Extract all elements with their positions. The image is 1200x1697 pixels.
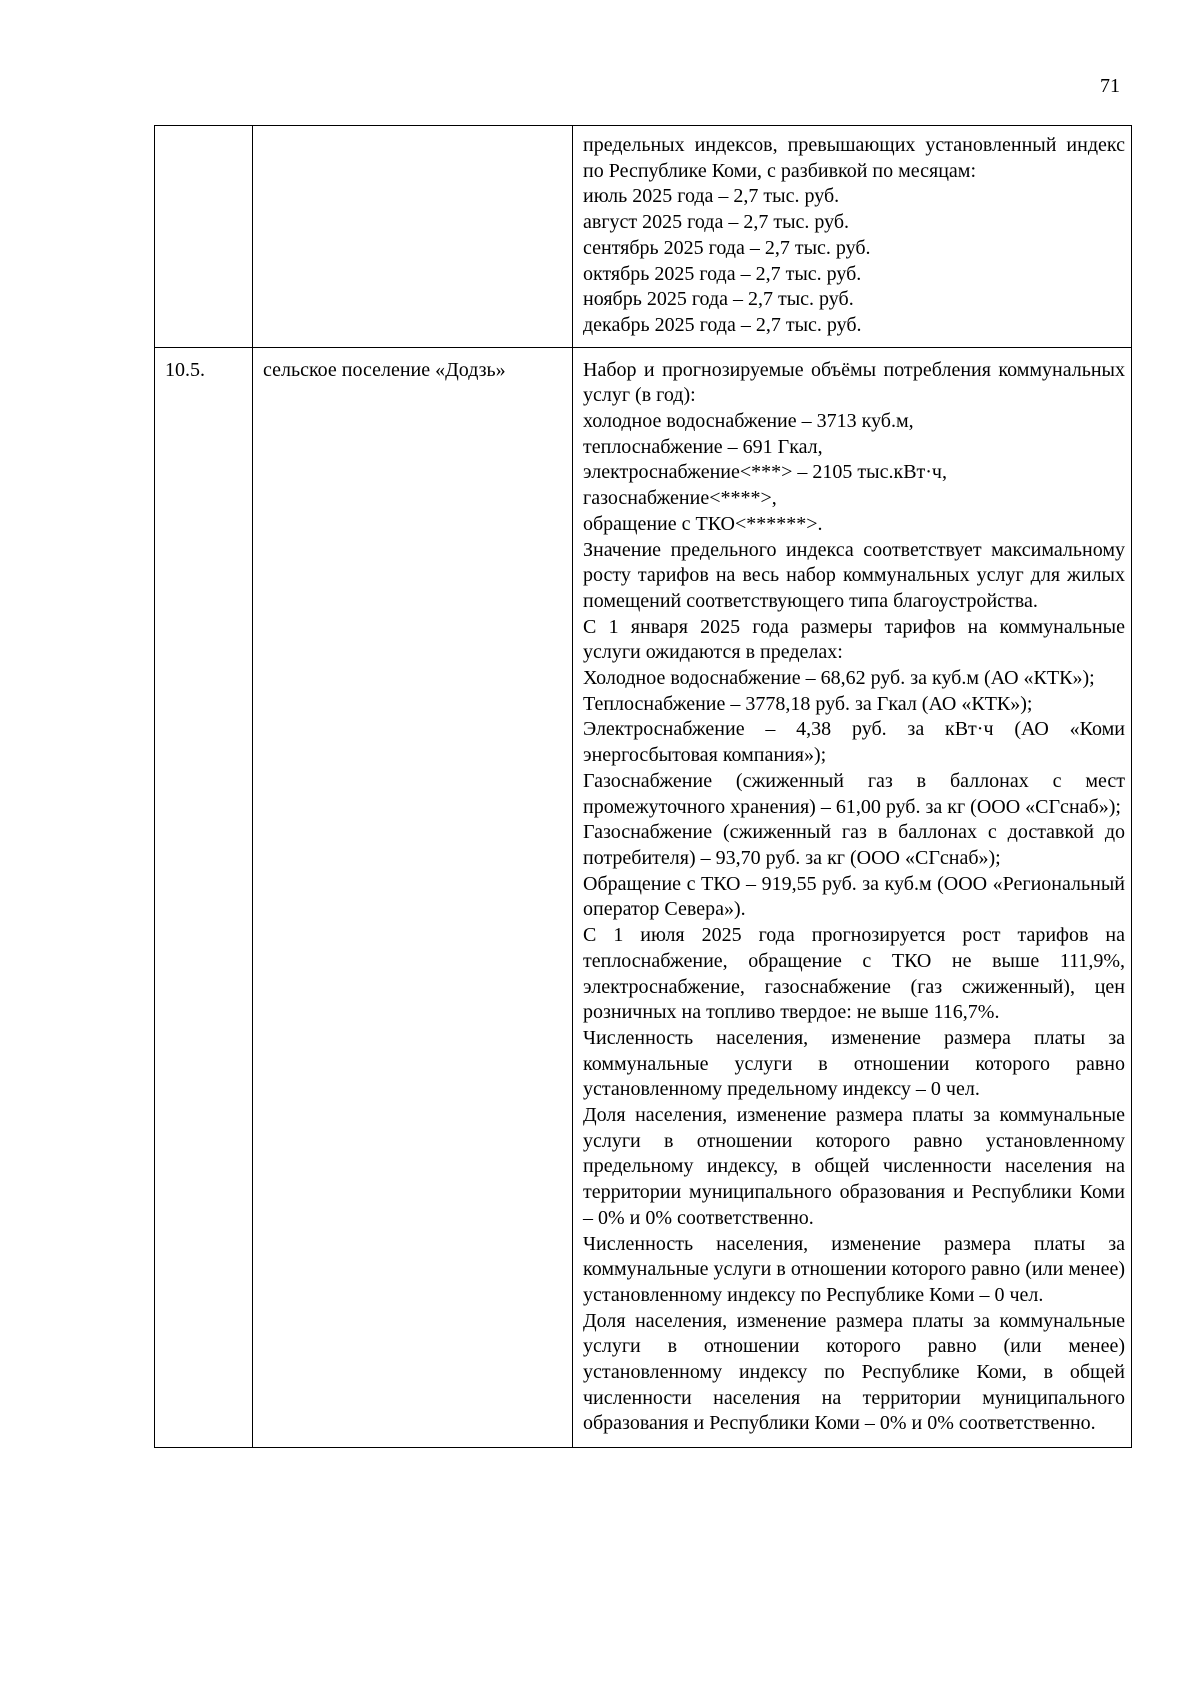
paragraph: Холодное водоснабжение – 68,62 руб. за куб.м (АО «КТК»); (583, 667, 1095, 690)
month-line: октябрь 2025 года – 2,7 тыс. руб. (583, 262, 862, 285)
table-row (155, 347, 1132, 1448)
paragraph: Доля населения, изменение размера платы за коммунальные услуги в отношении которого равно (или менее) установленному индексу по Республике Коми, в общей численности населения на территории муниципального образования и Республики Коми – 0% и 0% соответственно. (583, 1309, 1125, 1435)
tariff-table (154, 125, 1132, 1448)
paragraph: обращение с ТКО<******>. (583, 512, 823, 535)
month-line: сентябрь 2025 года – 2,7 тыс. руб. (583, 236, 871, 259)
paragraph: Газоснабжение (сжиженный газ в баллонах с доставкой до потребителя) – 93,70 руб. за кг (ООО «СГснаб»); (583, 821, 1125, 869)
month-line: ноябрь 2025 года – 2,7 тыс. руб. (583, 288, 854, 311)
page-number: 71 (1100, 75, 1120, 97)
paragraph: С 1 января 2025 года размеры тарифов на коммунальные услуги ожидаются в пределах: (583, 615, 1125, 664)
paragraph: Теплоснабжение – 3778,18 руб. за Гкал (АО «КТК»); (583, 692, 1033, 715)
row-number-cell (155, 126, 253, 348)
settlement-name-cell: сельское поселение «Додзь» (253, 347, 573, 1448)
paragraph: теплоснабжение – 691 Гкал, (583, 435, 823, 458)
table-row (155, 126, 1132, 348)
paragraph: Газоснабжение (сжиженный газ в баллонах с мест промежуточного хранения) – 61,00 руб. за кг (ООО «СГснаб»); (583, 769, 1125, 818)
paragraph: газоснабжение<****>, (583, 487, 777, 510)
month-line: декабрь 2025 года – 2,7 тыс. руб. (583, 313, 862, 336)
paragraph: Обращение с ТКО – 919,55 руб. за куб.м (ООО «Региональный оператор Севера»). (583, 872, 1125, 921)
paragraph: Значение предельного индекса соответствует максимальному росту тарифов на весь набор коммунальных услуг для жилых помещений соответствующего типа благоустройства. (583, 538, 1125, 612)
paragraph: Набор и прогнозируемые объёмы потребления коммунальных услуг (в год): (583, 358, 1125, 407)
month-line: август 2025 года – 2,7 тыс. руб. (583, 211, 850, 234)
description-cell (573, 347, 1132, 1448)
month-line: июль 2025 года – 2,7 тыс. руб. (583, 185, 840, 208)
settlement-name-cell (253, 126, 573, 348)
paragraph: предельных индексов, превышающих установленный индекс по Республике Коми, с разбивкой по месяцам: (583, 134, 1125, 182)
paragraph: холодное водоснабжение – 3713 куб.м, (583, 410, 914, 433)
paragraph: Численность населения, изменение размера платы за коммунальные услуги в отношении которого равно установленному предельному индексу – 0 чел. (583, 1026, 1125, 1101)
description-cell (573, 126, 1132, 348)
paragraph: Электроснабжение – 4,38 руб. за кВт·ч (АО «Коми энергосбытовая компания»); (583, 718, 1125, 767)
paragraph: электроснабжение<***> – 2105 тыс.кВт·ч, (583, 461, 947, 484)
paragraph: Численность населения, изменение размера платы за коммунальные услуги в отношении которого равно (или менее) установленному индексу по Республике Коми – 0 чел. (583, 1232, 1125, 1306)
paragraph: С 1 июля 2025 года прогнозируется рост тарифов на теплоснабжение, обращение с ТКО не выше 111,9%, электроснабжение, газоснабжение (газ сжиженный), цен розничных на топливо твердое: не выше 116,7%. (583, 924, 1125, 1024)
row-number-cell: 10.5. (155, 347, 253, 1448)
paragraph: Доля населения, изменение размера платы за коммунальные услуги в отношении которого равно установленному предельному индексу, в общей численности населения на территории муниципального образования и Республики Коми – 0% и 0% соответственно. (583, 1104, 1125, 1229)
